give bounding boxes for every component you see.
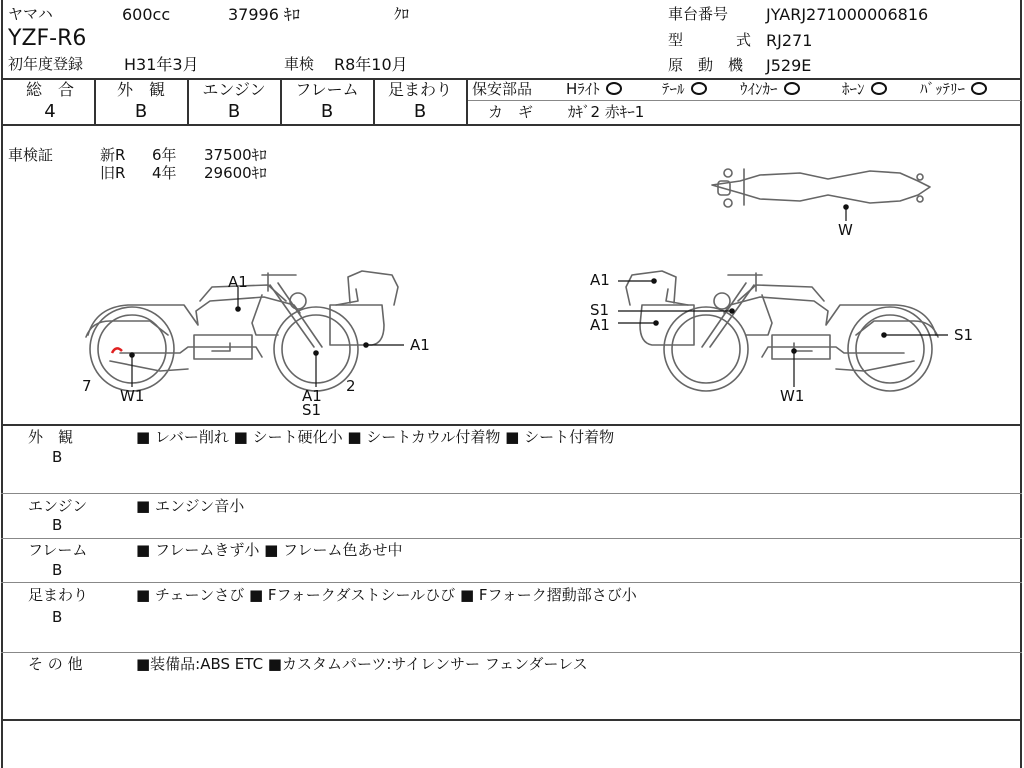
- ok-circle-icon: [784, 82, 800, 95]
- safety-winker: [740, 82, 800, 97]
- new-reg-km: 37500ｷﾛ: [204, 146, 267, 164]
- headlight-label: Hﾗｲﾄ: [566, 80, 600, 98]
- frame-no-value: JYARJ271000006816: [766, 5, 929, 24]
- remarks-bottom: [1, 719, 1022, 721]
- remark-label-other: そ の 他: [28, 655, 83, 673]
- tail-label: ﾃｰﾙ: [662, 80, 685, 98]
- mark-label: S1: [302, 401, 322, 419]
- grade-value-suspension: B: [413, 101, 427, 122]
- mark-label: W: [838, 221, 853, 239]
- battery-label: ﾊﾞｯﾃﾘｰ: [920, 80, 966, 98]
- remark-label-exterior: 外 観: [28, 428, 74, 446]
- safety-tail: [662, 82, 707, 97]
- grade-value-frame: B: [320, 101, 334, 122]
- mark-label: A1: [228, 273, 248, 291]
- remark-grade-frame: B: [52, 561, 63, 579]
- grade-col-divider: [466, 79, 468, 125]
- old-reg-years: 4年: [152, 164, 177, 182]
- right-side-motorcycle-icon: [626, 271, 938, 391]
- registration-label: 車検証: [8, 146, 54, 164]
- remark-grade-suspension: B: [52, 608, 63, 626]
- key-value: ｶｷﾞ2 赤ｷｰ1: [568, 103, 645, 121]
- remark-label-suspension: 足まわり: [28, 586, 89, 604]
- remark-text-frame: ■ フレームきず小 ■ フレーム色あせ中: [136, 541, 403, 559]
- remark-text-suspension: ■ チェーンさび ■ Fフォークダストシールひび ■ Fフォーク摺動部さび小: [136, 586, 637, 604]
- ok-circle-icon: [971, 82, 987, 95]
- displacement: 600cc: [122, 5, 171, 24]
- mark-label: 7: [82, 377, 92, 395]
- grade-header-engine: エンジン: [202, 80, 266, 99]
- maker: ヤマハ: [8, 5, 53, 23]
- grade-value-engine: B: [227, 101, 241, 122]
- horn-label: ﾎｰﾝ: [842, 80, 865, 98]
- safety-parts-label: 保安部品: [472, 80, 533, 98]
- mark-label: A1: [410, 336, 430, 354]
- grade-header-frame: フレーム: [295, 80, 359, 99]
- grade-value-overall: 4: [44, 101, 56, 122]
- engine-model-label: 原 動 機: [668, 56, 744, 74]
- mark-label: 2: [346, 377, 356, 395]
- key-label: カ ギ: [488, 103, 534, 121]
- mark-label: A1: [590, 316, 610, 334]
- model-name: YZF-R6: [8, 26, 87, 51]
- mark-label: S1: [590, 301, 610, 319]
- first-reg-label: 初年度登録: [8, 55, 84, 73]
- old-reg-km: 29600ｷﾛ: [204, 164, 267, 182]
- color: ｸﾛ: [394, 5, 410, 23]
- grade-value-exterior: B: [134, 101, 148, 122]
- type-label-1: 型: [668, 31, 684, 49]
- remark-grade-engine: B: [52, 516, 63, 534]
- safety-key-divider: [468, 100, 1021, 101]
- new-reg-years: 6年: [152, 146, 177, 164]
- type-label-2: 式: [736, 31, 752, 49]
- grade-header-exterior: 外 観: [116, 80, 165, 99]
- mark-label: A1: [590, 271, 610, 289]
- mark-label: A1: [302, 387, 322, 405]
- grade-header-overall: 総 合: [25, 80, 74, 99]
- old-reg-label: 旧R: [100, 164, 126, 182]
- damage-diagram: [0, 125, 1024, 425]
- inspection-value: R8年10月: [334, 55, 408, 74]
- remarks-divider: [1, 538, 1022, 539]
- remark-label-frame: フレーム: [28, 541, 88, 559]
- mark-label: W1: [780, 387, 805, 405]
- remark-text-engine: ■ エンジン音小: [136, 497, 245, 515]
- remarks-divider: [1, 493, 1022, 494]
- first-reg-value: H31年3月: [124, 55, 199, 74]
- remarks-divider: [1, 652, 1022, 653]
- safety-battery: [920, 82, 987, 97]
- remarks-divider: [1, 582, 1022, 583]
- engine-model-value: J529E: [766, 56, 812, 75]
- ok-circle-icon: [691, 82, 707, 95]
- mark-label: W1: [120, 387, 145, 405]
- safety-horn: [842, 82, 887, 97]
- safety-headlight: [566, 82, 622, 97]
- remark-text-other: ■装備品:ABS ETC ■カスタムパーツ:サイレンサー フェンダーレス: [136, 655, 588, 673]
- type-value: RJ271: [766, 31, 813, 50]
- mileage: 37996 ｷﾛ: [228, 5, 300, 24]
- grade-header-suspension: 足まわり: [387, 80, 452, 99]
- inspection-label: 車検: [284, 55, 315, 73]
- new-reg-label: 新R: [100, 146, 126, 164]
- ok-circle-icon: [606, 82, 622, 95]
- ok-circle-icon: [871, 82, 887, 95]
- remarks-top: [1, 424, 1022, 426]
- remark-text-exterior: ■ レバー削れ ■ シート硬化小 ■ シートカウル付着物 ■ シート付着物: [136, 428, 615, 446]
- frame-no-label: 車台番号: [668, 5, 729, 23]
- mark-label: S1: [954, 326, 974, 344]
- remark-label-engine: エンジン: [28, 497, 88, 515]
- remark-grade-exterior: B: [52, 448, 63, 466]
- top-view-motorcycle-icon: [712, 169, 930, 207]
- winker-label: ｳｲﾝｶｰ: [740, 80, 778, 98]
